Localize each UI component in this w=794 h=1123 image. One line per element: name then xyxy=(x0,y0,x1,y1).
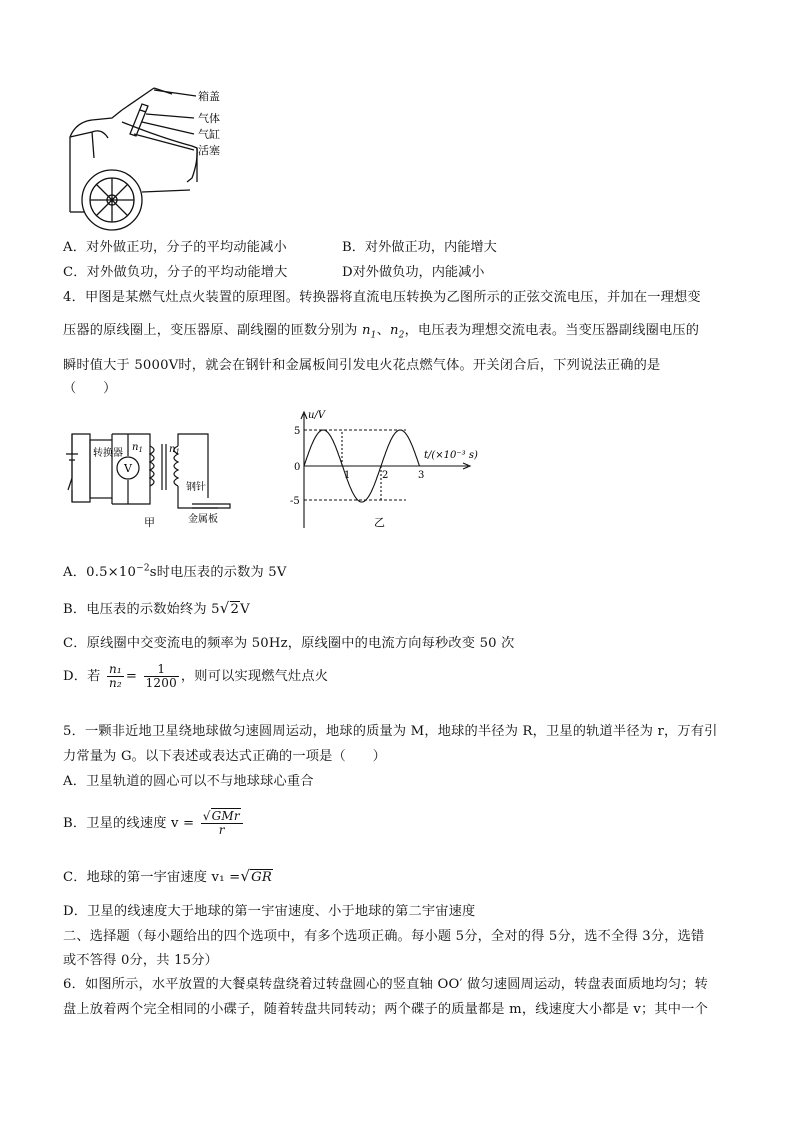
q3-option-a: A．对外做正功，分子的平均动能减小 xyxy=(63,240,287,255)
q4-option-d: D．若 $\frac{\text{n₁}}{\text{n₂}}$ = $\frac{1}{1200}$ ，则可以实现燃气灶点火 xyxy=(63,662,329,690)
car-trunk-figure xyxy=(62,82,312,232)
x-tick-1: 1 xyxy=(344,470,351,481)
separator: 、 xyxy=(376,323,390,338)
x-tick-3: 3 xyxy=(418,470,425,481)
x-tick-2: 2 xyxy=(382,470,389,481)
label-lid: 箱盖 xyxy=(198,90,220,103)
q6-stem-line-2: 盘上放着两个完全相同的小碟子，随着转盘共同转动；两个碟子的质量都是 m，线速度大小都是 v；其中一个 xyxy=(63,1002,708,1017)
voltage-graph-yi xyxy=(282,408,492,538)
sine-graph xyxy=(282,408,492,538)
plate-label: 金属板 xyxy=(188,514,218,525)
q4-stem-line-2 xyxy=(63,319,699,341)
converter-label: 转换器 xyxy=(93,448,123,459)
circuit-drawing xyxy=(62,418,262,538)
section-2-heading-line-1: 二、选择题（每小题给出的四个选项中，有多个选项正确。每小题 5分，全对的得 5分，选不全得 3分，选错 xyxy=(63,929,705,944)
y-tick-neg: -5 xyxy=(290,496,300,507)
q3-option-d: D对外做负功，内能减小 xyxy=(342,265,485,280)
q4-option-c: C．原线圈中交变流电的频率为 50Hz，原线圈中的电流方向每秒改变 50 次 xyxy=(63,636,515,651)
y-axis-label: u/V xyxy=(308,410,326,421)
q4-stem-line-1: 4．甲图是某燃气灶点火装置的原理图。转换器将直流电压转换为乙图所示的正弦交流电压，并加在一理想变 xyxy=(63,290,701,305)
q5-option-b: B．卫星的线速度 v = $\frac{\text{√GMr}}{r}$ xyxy=(63,810,245,837)
primary-turns-label: $n_1$ xyxy=(132,442,143,454)
q4-option-a: A．$0.5\times 10^{-2}s$时电压表的示数为 5V xyxy=(63,563,287,580)
y-tick-pos: 5 xyxy=(294,426,301,437)
q5-option-c: C．地球的第一宇宙速度 v₁ =√GR xyxy=(63,867,272,885)
q4-option-b: B．电压表的示数始终为 5√2V xyxy=(63,599,250,617)
q5-stem-line-1: 5．一颗非近地卫星绕地球做匀速圆周运动，地球的质量为 M，地球的半径为 R，卫星的轨道半径为 r，万有引 xyxy=(63,724,718,739)
circuit-diagram-jia xyxy=(62,418,262,538)
voltmeter-symbol: V xyxy=(124,462,132,475)
caption-yi: 乙 xyxy=(374,516,385,529)
q4-stem-line-3: 瞬时值大于 5000V时，就会在钢针和金属板间引发电火花点燃气体。开关闭合后，下列说法正确的是 xyxy=(63,358,661,373)
secondary-turns-label: $n_1$ xyxy=(169,444,180,456)
car-trunk-drawing xyxy=(62,82,312,232)
q5-stem-line-2: 力常量为 G。以下表述或表达式正确的一项是（ ） xyxy=(63,749,387,764)
label-cylinder: 气缸 xyxy=(198,128,220,141)
label-gas: 气体 xyxy=(198,112,220,125)
symbol-n2: $n_2$ xyxy=(389,323,405,341)
label-piston: 活塞 xyxy=(198,144,220,157)
q3-option-c: C．对外做负功，分子的平均动能增大 xyxy=(63,265,288,280)
q4-stem-line-2b: ，电压表为理想交流电表。当变压器副线圈电压的 xyxy=(404,323,700,338)
q4-answer-paren: （ ） xyxy=(63,381,117,396)
q6-stem-line-1: 6．如图所示，水平放置的大餐桌转盘绕着过转盘圆心的竖直轴 OO′ 做匀速圆周运动，转盘表面质地均匀；转 xyxy=(63,977,709,992)
q5-option-a: A．卫星轨道的圆心可以不与地球球心重合 xyxy=(63,774,314,789)
origin-label: 0 xyxy=(294,462,301,473)
ratio-value: $\frac{1}{1200}$ xyxy=(145,662,177,690)
x-axis-label: t/(×10⁻³ s) xyxy=(424,450,478,461)
q3-option-b: B．对外做正功，内能增大 xyxy=(342,240,497,255)
section-2-heading-line-2: 或不答得 0分，共 15分） xyxy=(63,953,219,968)
velocity-formula: $\frac{\text{√GMr}}{r}$ xyxy=(201,810,243,837)
symbol-n1: $n_1$ xyxy=(361,323,377,341)
ratio-fraction: $\frac{\text{n₁}}{\text{n₂}}$ xyxy=(108,662,122,690)
needle-label: 钢针 xyxy=(186,482,206,493)
q5-option-d: D．卫星的线速度大于地球的第一宇宙速度、小于地球的第二宇宙速度 xyxy=(63,904,476,919)
q4-stem-line-2a: 压器的原线圈上，变压器原、副线圈的匝数分别为 xyxy=(63,323,358,338)
caption-jia: 甲 xyxy=(144,516,155,529)
